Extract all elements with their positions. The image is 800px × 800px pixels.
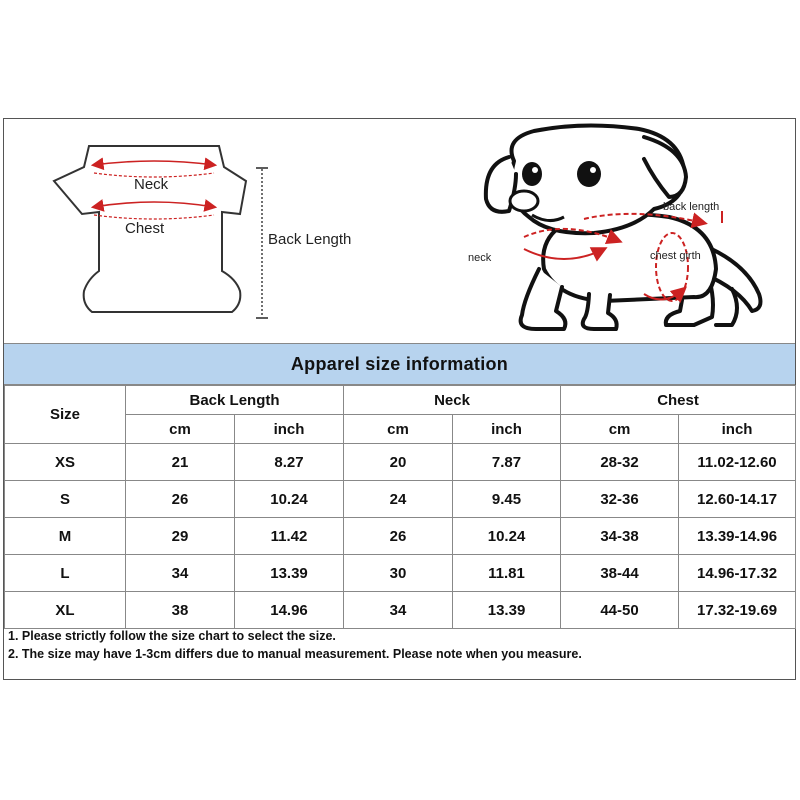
chest-inch-cell: 13.39-14.96 [679, 518, 796, 555]
table-row [5, 481, 796, 518]
chest-cm-cell: 34-38 [561, 518, 679, 555]
chest-cm-cell: 44-50 [561, 592, 679, 629]
dog-back-length-label: back length [663, 201, 720, 213]
shirt-back-length-label: Back Length [268, 231, 352, 248]
back-cm-cell: 29 [126, 518, 235, 555]
size-header: Size [5, 386, 126, 444]
shirt-chest-label: Chest [125, 220, 165, 237]
back-inch-cell: 8.27 [235, 444, 344, 481]
chest-header: Chest [561, 386, 796, 415]
chest-inch-cell: 12.60-14.17 [679, 481, 796, 518]
unit-header: cm [561, 415, 679, 444]
back-inch-cell: 13.39 [235, 555, 344, 592]
neck-cm-cell: 30 [344, 555, 453, 592]
size-cell: XL [5, 592, 126, 629]
unit-header: cm [344, 415, 453, 444]
back-inch-cell: 10.24 [235, 481, 344, 518]
back-cm-cell: 38 [126, 592, 235, 629]
neck-cm-cell: 24 [344, 481, 453, 518]
back-length-header: Back Length [126, 386, 344, 415]
chest-inch-cell: 11.02-12.60 [679, 444, 796, 481]
dog-neck-label: neck [468, 252, 492, 264]
notes [8, 627, 788, 663]
table-row [5, 518, 796, 555]
note-line: 1. Please strictly follow the size chart to select the size. [8, 629, 336, 643]
chest-cm-cell: 38-44 [561, 555, 679, 592]
table-title: Apparel size information [290, 353, 509, 374]
unit-header: inch [679, 415, 796, 444]
neck-header: Neck [344, 386, 561, 415]
table-row [5, 555, 796, 592]
back-cm-cell: 21 [126, 444, 235, 481]
neck-inch-cell: 10.24 [453, 518, 561, 555]
neck-cm-cell: 34 [344, 592, 453, 629]
size-cell: M [5, 518, 126, 555]
size-chart-frame [3, 118, 796, 680]
size-cell: XS [5, 444, 126, 481]
neck-inch-cell: 9.45 [453, 481, 561, 518]
measurement-diagram [4, 119, 795, 343]
back-cm-cell: 34 [126, 555, 235, 592]
chest-inch-cell: 17.32-19.69 [679, 592, 796, 629]
unit-header: inch [453, 415, 561, 444]
neck-inch-cell: 13.39 [453, 592, 561, 629]
back-cm-cell: 26 [126, 481, 235, 518]
dog-illustration [486, 125, 761, 329]
dog-chest-girth-label: chest girth [650, 250, 701, 262]
back-inch-cell: 14.96 [235, 592, 344, 629]
neck-inch-cell: 7.87 [453, 444, 561, 481]
size-table [4, 385, 796, 629]
unit-header: cm [126, 415, 235, 444]
group-header-row [5, 386, 796, 415]
chest-cm-cell: 28-32 [561, 444, 679, 481]
table-row [5, 444, 796, 481]
back-inch-cell: 11.42 [235, 518, 344, 555]
note-line: 2. The size may have 1-3cm differs due to manual measurement. Please note when you measure. [8, 647, 582, 661]
neck-cm-cell: 26 [344, 518, 453, 555]
neck-inch-cell: 11.81 [453, 555, 561, 592]
chest-cm-cell: 32-36 [561, 481, 679, 518]
chest-inch-cell: 14.96-17.32 [679, 555, 796, 592]
shirt-neck-label: Neck [134, 176, 169, 193]
neck-cm-cell: 20 [344, 444, 453, 481]
size-cell: S [5, 481, 126, 518]
table-row [5, 592, 796, 629]
unit-header: inch [235, 415, 344, 444]
measurement-illustrations [4, 119, 795, 343]
table-title-band [4, 343, 795, 385]
size-cell: L [5, 555, 126, 592]
